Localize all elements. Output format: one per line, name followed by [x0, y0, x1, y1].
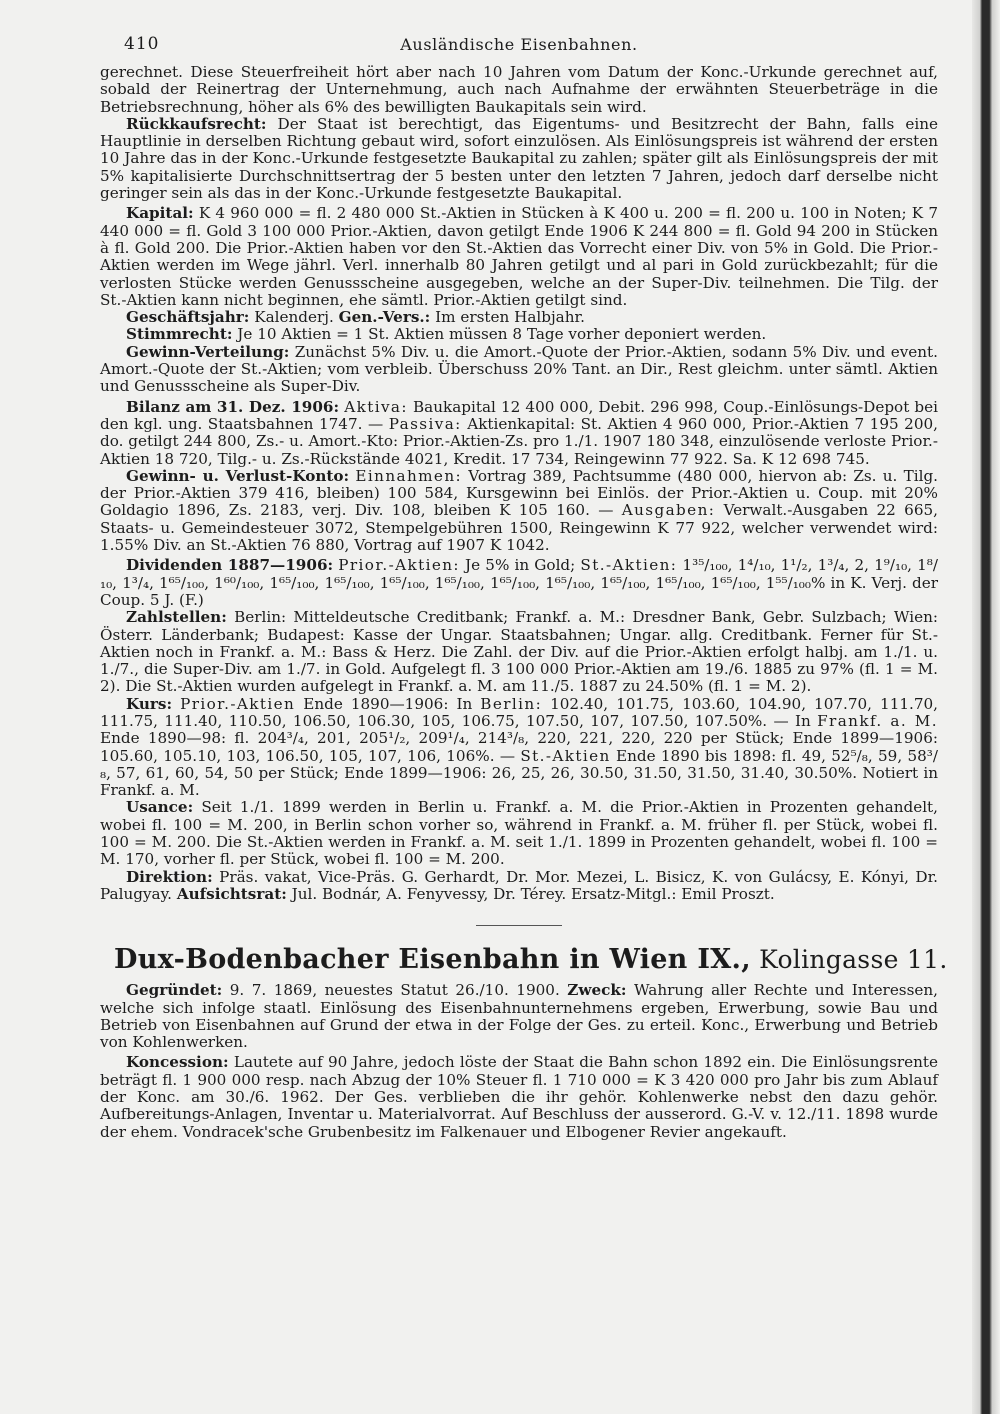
text-kurs-3: Ende 1890—98: fl. 204³/₄, 201, 205¹/₂, 209¹/₄, 214³/₈, 220, 221, 220, 220 per Stück; Ende 1899—1906: 105.60, 105.10, 103, 106.50, 105, 107, 106, 106%. — [100, 729, 938, 765]
text-koncession: Lautete auf 90 Jahre, jedoch löste der Staat die Bahn schon 1892 ein. Die Einlösungsrente beträgt fl. 1 900 000 resp. nach Abzug der 10% Steuer fl. 1 710 000 = K 3 420 000 pro Jahr bis zum Ablauf der Konc. am 30./6. 1962. Der Ges. verblieben die ihr gehör. Kohlenwerke nebst den dazu gehör. Aufbereitungs-Anlagen, Inventar u. Materialvorrat. Auf Beschluss der ausserord. G.-V. v. 12./11. 1898 wurde der ehem. Vondracek'sche Grubenbesitz im Falkenauer und Elbogener Revier angekauft. [100, 1053, 938, 1141]
text-div-prior: Je 5% in Gold; [459, 556, 581, 575]
paragraph-gewinn-verlust [100, 468, 938, 554]
paragraph-usance [100, 799, 938, 868]
text-kurs-1: Ende 1890—1906: In [295, 694, 481, 713]
text-einnahmen: Vortrag 389, Pachtsumme (480 000, hiervon ab: Zs. u. Tilg. der Prior.-Aktien 379 416, bleiben) 100 584, Kursgewinn bei Einlös. der Prior.-Aktien u. Coup. mit 20% Goldagio 1896, Zs. 2183, verj. Div. 108, bleiben K 105 160. — [100, 466, 938, 520]
paragraph-zahlstellen [100, 609, 938, 695]
running-title: Ausländische Eisenbahnen. [400, 35, 638, 54]
label-kurs-frankf: Frankf. a. M. [817, 711, 938, 730]
page-header [100, 22, 938, 64]
label-kurs-st: St.-Aktien [520, 746, 611, 765]
paragraph-gegruendet [100, 982, 938, 1051]
label-kapital: Kapital: [126, 204, 194, 223]
label-ausgaben: Ausgaben: [621, 501, 716, 520]
document-page [100, 22, 948, 1141]
text-kurs-2: 102.40, 101.75, 103.60, 104.90, 107.70, 111.70, 111.75, 111.40, 110.50, 106.50, 106.30, 105, 106.75, 107.50, 107, 107.50, 107.50%. — In [100, 694, 938, 730]
section-title-address: Kolingasse 11. [750, 945, 948, 975]
text-zahlstellen: Berlin: Mitteldeutsche Creditbank; Frankf. a. M.: Dresdner Bank, Gebr. Sulzbach; Wien: Österr. Länderbank; Budapest: Kasse der Ungar. Staatsbahnen; Ungar. allg. Creditbank. Ferner für St.-Aktien noch in Frankf. a. M.: Bass & Herz. Die Zahl. der Div. auf die Prior.-Aktien erfolgt halbj. am 1./1. u. 1./7., die Super-Div. am 1./7. in Gold. Aufgelegt fl. 3 100 000 Prior.-Aktien am 19./6. 1885 zu 97% (fl. 1 = M. 2). Die St.-Aktien wurden aufgelegt in Frankf. a. M. am 11./5. 1887 zu 24.50% (fl. 1 = M. 2). [100, 608, 938, 696]
label-gegruendet: Gegründet: [126, 981, 223, 1000]
text-usance: Seit 1./1. 1899 werden in Berlin u. Frankf. a. M. die Prior.-Aktien in Prozenten gehandelt, wobei fl. 100 = M. 200, in Berlin schon vorher so, während in Frankf. a. M. früher fl. per Stück, wobei fl. 100 = M. 200. Die St.-Aktien werden in Frankf. a. M. seit 1./1. 1899 in Prozenten gehandelt, wobei fl. 100 = M. 170, vorher fl. per Stück, wobei fl. 100 = M. 200. [100, 798, 938, 869]
text-gegruendet: 9. 7. 1869, neuestes Statut 26./10. 1900. [222, 981, 568, 1000]
text-zweck: Wahrung aller Rechte und Interessen, welche sich infolge staatl. Einlösung des Eisenbahnunternehmens ergeben, Erwerbung, sowie Bau und Betrieb von Eisenbahnen auf Grund der etwa in der Folge der Ges. zu erteil. Konc., Erwerbung und Betrieb von Kohlenwerken. [100, 981, 938, 1052]
label-kurs-berlin: Berlin: [480, 694, 543, 713]
paragraph-direktion [100, 869, 938, 904]
text-bilanz-passiva: Aktienkapital: St. Aktien 4 960 000, Prior.-Aktien 7 195 200, do. getilgt 244 800, Zs.- u. Amort.-Kto: Prior.-Aktien-Zs. pro 1./1. 1907 180 348, einzulösende verloste Prior.-Aktien 18 720, Tilg.- u. Zs.-Rückstände 4021, Kredit. 17 734, Reingewinn 77 922. Sa. K 12 698 745. [100, 414, 938, 468]
page-edge-shadow [972, 0, 1000, 1414]
text-bilanz-aktiva: Baukapital 12 400 000, Debit. 296 998, Coup.-Einlösungs-Depot bei den kgl. ung. Staatsbahnen 1747. — [100, 397, 938, 433]
label-direktion: Direktion: [126, 867, 213, 886]
label-dividenden: Dividenden 1887—1906: [126, 556, 334, 575]
label-stimmrecht: Stimmrecht: [126, 325, 233, 344]
text-rueckkaufsrecht: Der Staat ist berechtigt, das Eigentums- und Besitzrecht der Bahn, falls eine Hauptlinie in derselben Richtung gebaut wird, sofort einzulösen. Als Einlösungspreis ist während der ersten 10 Jahre das in der Konc.-Urkunde festgesetzte Baukapital zu zahlen; später gilt als Einlösungspreis der mit 5% kapitalisierte Durchschnittsertrag der 5 besten unter den letzten 7 Jahren, jedoch darf derselbe nicht geringer sein als das in der Konc.-Urkunde festgesetzte Baukapital. [100, 114, 938, 203]
label-zweck: Zweck: [567, 981, 627, 1000]
section-divider [476, 925, 562, 926]
paragraph-gewinn-verteilung [100, 344, 938, 396]
text-kapital: K 4 960 000 = fl. 2 480 000 St.-Aktien in Stücken à K 400 u. 200 = fl. 200 u. 100 in Noten; K 7 440 000 = fl. Gold 3 100 000 Prior.-Aktien, davon getilgt Ende 1906 K 244 800 = fl. Gold 94 200 in Stücken à fl. Gold 200. Die Prior.-Aktien haben vor den St.-Aktien das Vorrecht einer Div. von 5% in Gold. Die Prior.-Aktien werden im Wege jährl. Verl. innerhalb 80 Jahren getilgt und al pari in Gold zurückbezahlt; für die verlosten Stücke werden Genussscheine ausgegeben, welche an der Super-Div. teilnehmen. Die Tilg. der St.-Aktien kann nicht beginnen, ehe sämtl. Prior.-Aktien getilgt sind. [100, 204, 938, 309]
page-number: 410 [124, 34, 160, 54]
label-koncession: Koncession: [126, 1053, 229, 1072]
label-usance: Usance: [126, 798, 194, 817]
label-zahlstellen: Zahlstellen: [126, 608, 227, 627]
text-ausgaben: Verwalt.-Ausgaben 22 665, Staats- u. Gemeindesteuer 3072, Stempelgebühren 1500, Reingewinn K 77 922, welcher verwendet wird: 1.55% Div. an St.-Aktien 76 880, Vortrag auf 1907 K 1042. [100, 501, 938, 555]
label-rueckkaufsrecht: Rückkaufsrecht: [126, 114, 267, 133]
text-aufsichtsrat: Jul. Bodnár, A. Fenyvessy, Dr. Térey. Ersatz-Mitgl.: Emil Proszt. [286, 884, 775, 903]
paragraph-kurs [100, 696, 938, 800]
intro-text: gerechnet. Diese Steuerfreiheit hört aber nach 10 Jahren vom Datum der Konc.-Urkunde gerechnet auf, sobald der Reinertrag der Unternehmung, auch nach Aufnahme der erwähnten Steuerbeträge in die Betriebsrechnung, höher als 6% des bewilligten Baukapitals sein wird. [100, 63, 938, 116]
label-passiva: Passiva: [388, 414, 462, 433]
text-direktion: Präs. vakat, Vice-Präs. G. Gerhardt, Dr. Mor. Mezei, L. Bisicz, K. von Gulácsy, E. Kónyi, Dr. Palugyay. [100, 867, 938, 903]
label-div-st: St.-Aktien: [580, 556, 678, 575]
label-kurs: Kurs: [126, 694, 173, 713]
label-div-prior: Prior.-Aktien: [338, 556, 460, 575]
paragraph-intro [100, 64, 938, 116]
text-geschaeftsjahr: Kalenderj. [249, 308, 339, 327]
label-gen-vers: Gen.-Vers.: [338, 308, 431, 327]
paragraph-bilanz [100, 399, 938, 468]
label-einnahmen: Einnahmen: [355, 466, 463, 485]
paragraph-kapital [100, 205, 938, 309]
paragraph-dividenden [100, 557, 938, 609]
text-stimmrecht: Je 10 Aktien = 1 St. Aktien müssen 8 Tage vorher deponiert werden. [232, 325, 767, 344]
text-gewinn-verteilung: Zunächst 5% Div. u. die Amort.-Quote der Prior.-Aktien, sodann 5% Div. und event. Amort.-Quote der St.-Aktien; vom verbleib. Überschuss 20% Tant. an Dir., Rest gleichm. unter sämtl. Aktien und Genussscheine als Super-Div. [100, 342, 938, 396]
paragraph-geschaeftsjahr [100, 309, 938, 326]
label-bilanz: Bilanz am 31. Dez. 1906: [126, 397, 340, 416]
label-geschaeftsjahr: Geschäftsjahr: [126, 308, 250, 327]
text-kurs-4: Ende 1890 bis 1898: fl. 49, 52⁵/₈, 59, 58³/₈, 57, 61, 60, 54, 50 per Stück; Ende 1899—1906: 26, 25, 26, 30.50, 31.50, 31.50, 31.40, 30.50%. Notiert in Frankf. a. M. [100, 746, 938, 800]
paragraph-rueckkaufsrecht [100, 116, 938, 202]
label-gewinn-verteilung: Gewinn-Verteilung: [126, 342, 290, 361]
label-gewinn-verlust: Gewinn- u. Verlust-Konto: [126, 466, 350, 485]
paragraph-koncession [100, 1054, 938, 1140]
paragraph-stimmrecht [100, 326, 938, 343]
text-div-st: 1³⁵/₁₀₀, 1⁴/₁₀, 1¹/₂, 1³/₄, 2, 1⁹/₁₀, 1⁸/₁₀, 1³/₄, 1⁶⁵/₁₀₀, 1⁶⁰/₁₀₀, 1⁶⁵/₁₀₀, 1⁶⁵/₁₀₀, 1⁶⁵/₁₀₀, 1⁶⁵/₁₀₀, 1⁶⁵/₁₀₀, 1⁶⁵/₁₀₀, 1⁶⁵/₁₀₀, 1⁶⁵/₁₀₀, 1⁶⁵/₁₀₀, 1⁵⁵/₁₀₀% in K. Verj. der Coup. 5 J. (F.) [100, 556, 938, 609]
section-heading [114, 944, 948, 976]
section-title: Dux-Bodenbacher Eisenbahn in Wien IX., [114, 944, 751, 976]
label-aktiva: Aktiva: [344, 397, 408, 416]
label-aufsichtsrat: Aufsichtsrat: [176, 884, 287, 903]
text-gen-vers: Im ersten Halbjahr. [430, 308, 585, 327]
label-kurs-prior: Prior.-Aktien [180, 694, 296, 713]
